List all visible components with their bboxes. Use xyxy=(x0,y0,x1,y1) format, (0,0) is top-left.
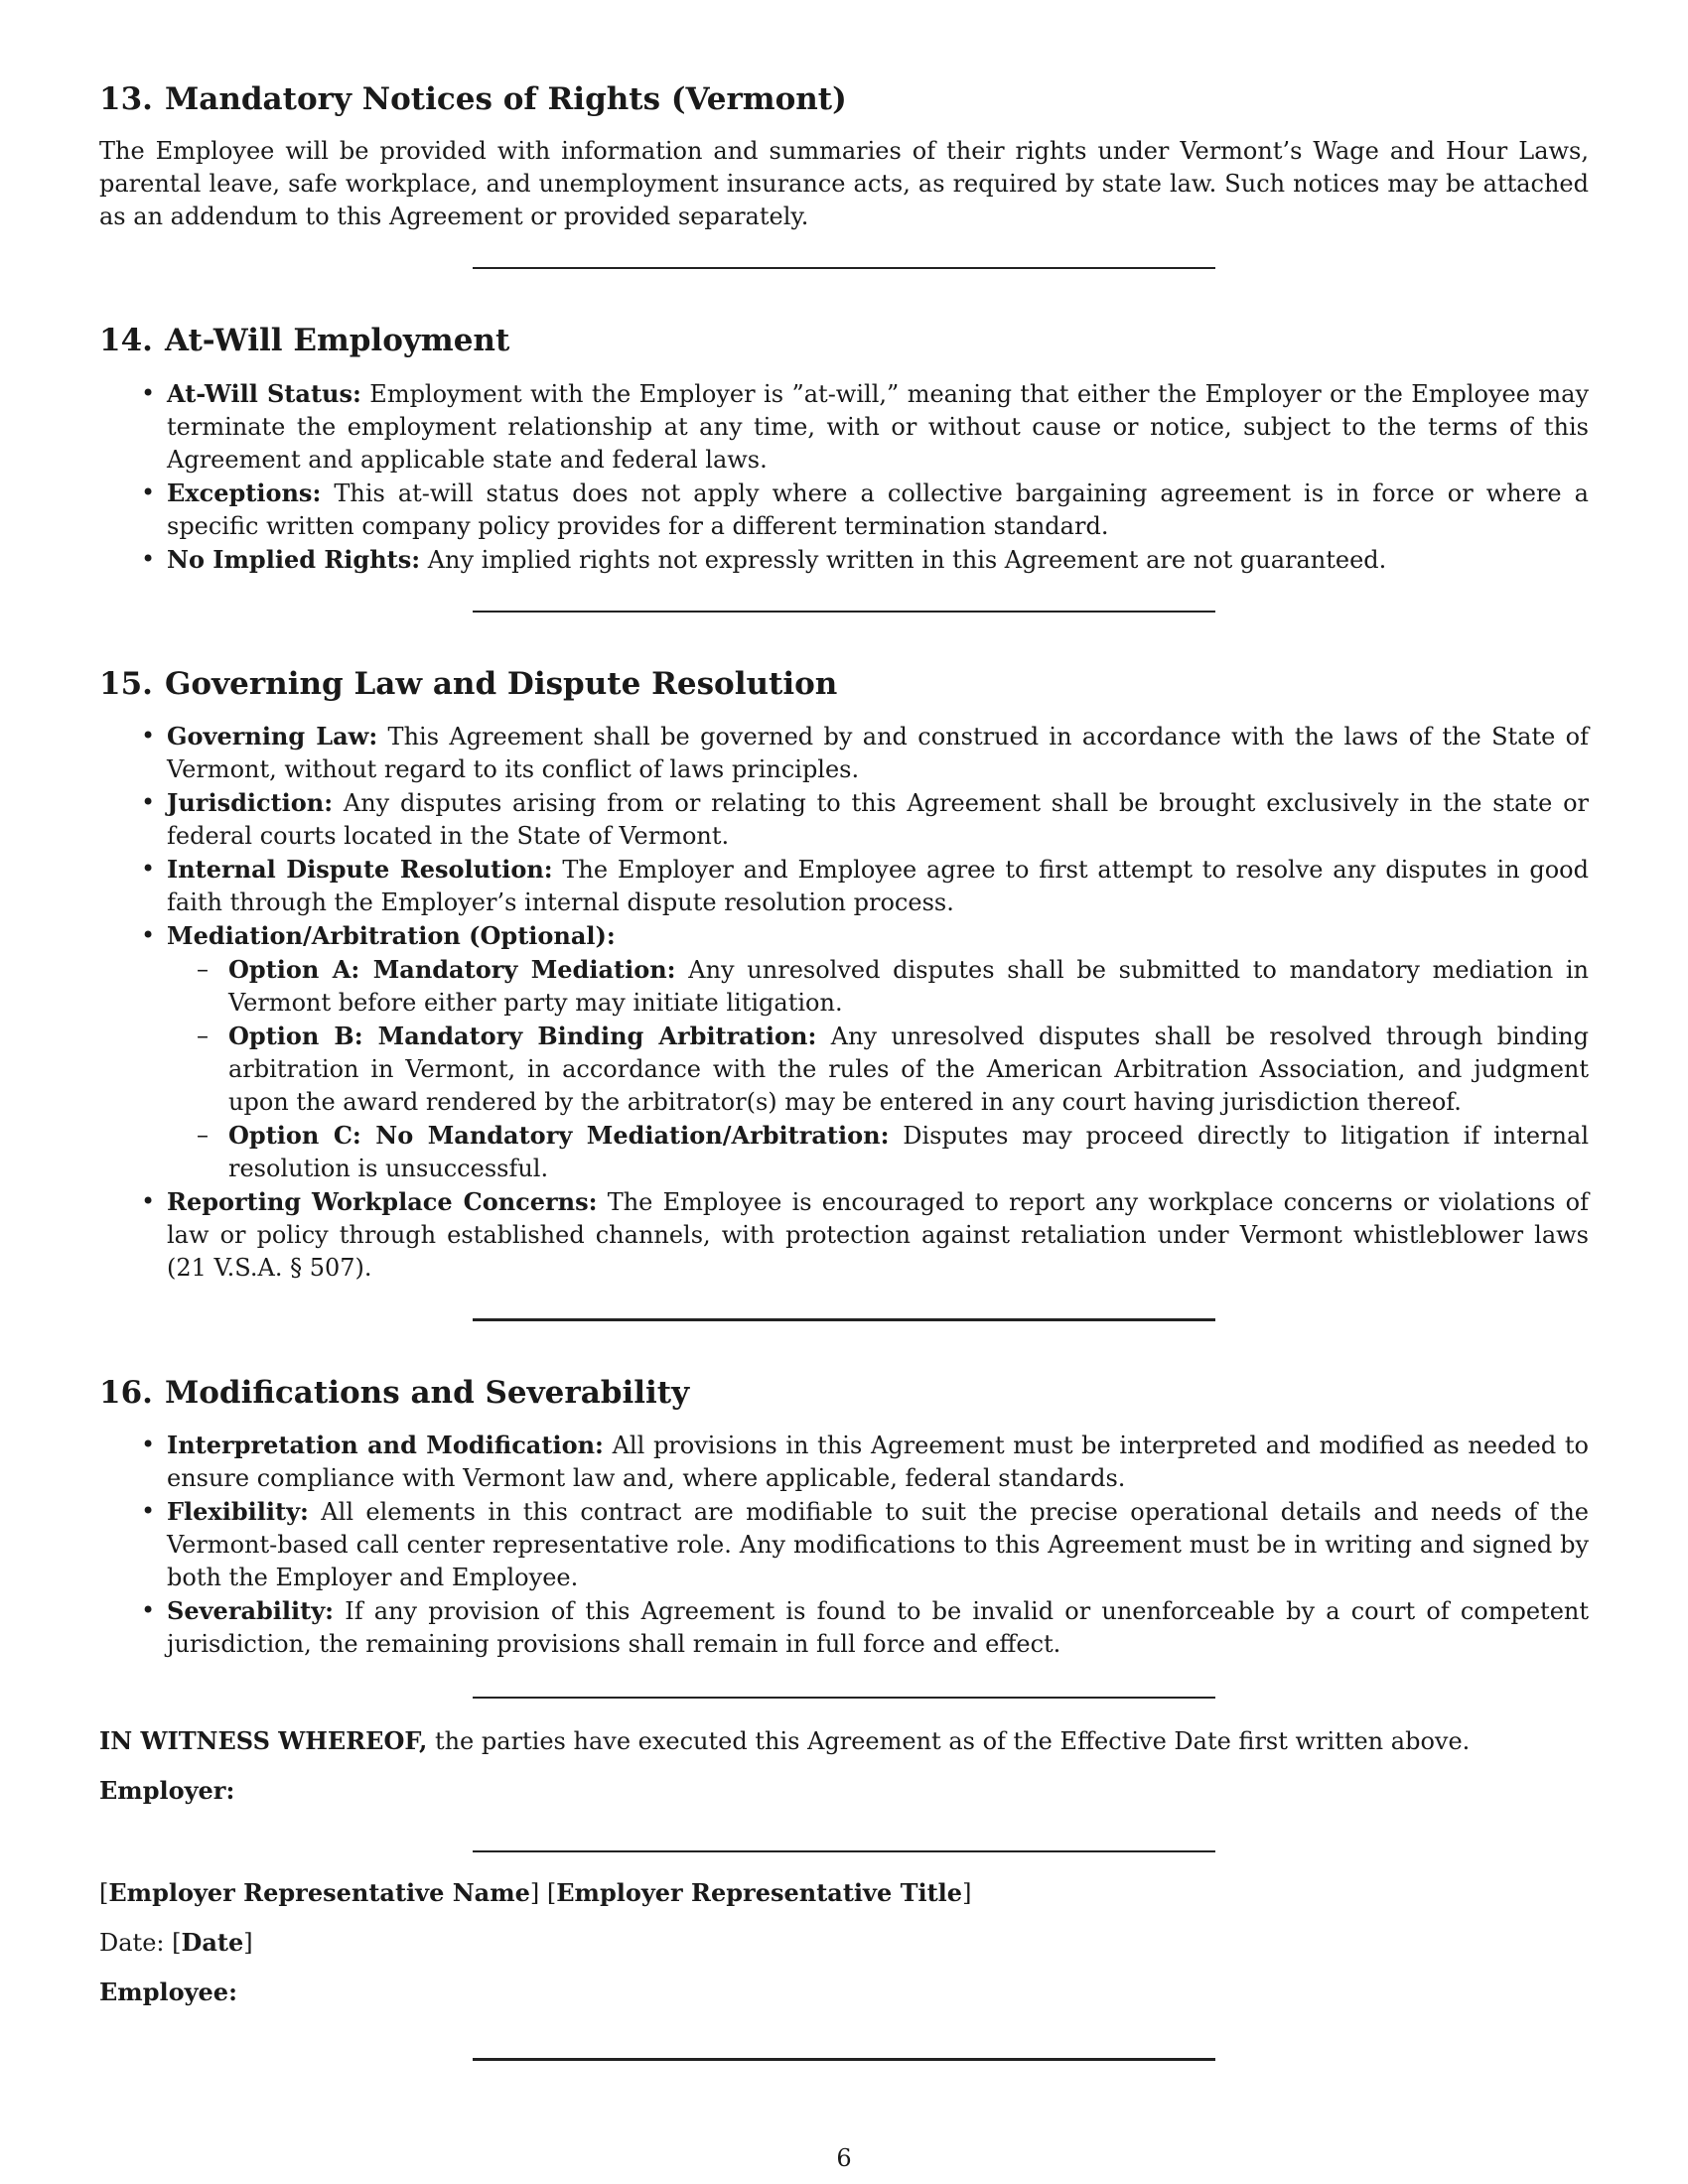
list-item: • Severability: If any provision of this Agreement is found to be invalid or unenforceable by a court of competent jurisdiction, the remaining provisions shall remain in full force and effect. xyxy=(167,1594,1589,1661)
employer-representative: [Employer Representative Name] [Employer Representative Title] xyxy=(99,1878,972,1908)
list-item: • Exceptions: This at-will status does not apply where a collective bargaining agreement is in force or where a specific written company policy provides for a different termination standard. xyxy=(167,477,1589,543)
section-heading: 16. Modifications and Severability xyxy=(99,1374,690,1411)
list-item: • Reporting Workplace Concerns: The Employee is encouraged to report any workplace concerns or violations of law or policy through established channels, with protection against retaliation under Vermont whistleblower laws (21 V.S.A. § 507). xyxy=(167,1185,1589,1285)
section-15 xyxy=(99,664,1589,1285)
bullet-list xyxy=(99,377,1589,577)
document-page xyxy=(99,79,1589,2061)
list-item: • No Implied Rights: Any implied rights not expressly written in this Agreement are not guaranteed. xyxy=(167,543,1589,577)
list-item: • Flexibility: All elements in this contract are modifiable to suit the precise operational details and needs of the Vermont-based call center representative role. Any modifications to this Agreement must be in writing and signed by both the Employer and Employee. xyxy=(167,1495,1589,1594)
section-16 xyxy=(99,1373,1589,1661)
sub-list xyxy=(167,953,1589,1185)
list-item: • Jurisdiction: Any disputes arising from or relating to this Agreement shall be brought exclusively in the state or federal courts located in the State of Vermont. xyxy=(167,786,1589,853)
employee-signature-line xyxy=(473,2058,1215,2061)
sub-list-item: – Option C: No Mandatory Mediation/Arbitration: Disputes may proceed directly to litigation if internal resolution is unsuccessful. xyxy=(228,1119,1589,1185)
horizontal-divider xyxy=(473,1318,1215,1321)
list-item: • Internal Dispute Resolution: The Employer and Employee agree to first attempt to resolve any disputes in good faith through the Employer’s internal dispute resolution process. xyxy=(167,853,1589,919)
section-14 xyxy=(99,321,1589,576)
section-13 xyxy=(99,79,1589,233)
horizontal-divider xyxy=(473,267,1215,269)
signature-date: Date: [Date] xyxy=(99,1928,253,1958)
page-number: 6 xyxy=(836,2144,852,2172)
sub-list-item: – Option A: Mandatory Mediation: Any unresolved disputes shall be submitted to mandatory mediation in Vermont before either party may initiate litigation. xyxy=(228,953,1589,1020)
section-paragraph: The Employee will be provided with information and summaries of their rights under Vermont’s Wage and Hour Laws, parental leave, safe workplace, and unemployment insurance acts, as required by state law. Such notices may be attached as an addendum to this Agreement or provided separately. xyxy=(99,137,1589,231)
sub-list-item: – Option B: Mandatory Binding Arbitration: Any unresolved disputes shall be resolved through binding arbitration in Vermont, in accordance with the rules of the American Arbitration Association, and judgment upon the award rendered by the arbitrator(s) may be entered in any court having jurisdiction thereof. xyxy=(228,1020,1589,1119)
list-item: • At-Will Status: Employment with the Employer is ”at-will,” meaning that either the Employer or the Employee may terminate the employment relationship at any time, with or without cause or notice, subject to the terms of this Agreement and applicable state and federal laws. xyxy=(167,377,1589,477)
employee-label: Employee: xyxy=(99,1978,237,2007)
horizontal-divider xyxy=(473,1697,1215,1699)
signature-block xyxy=(99,1724,1589,2061)
horizontal-divider xyxy=(473,611,1215,613)
list-item: • Mediation/Arbitration (Optional): – Option A: Mandatory Mediation: Any unresolved disputes shall be submitted to mandatory mediation in Vermont before either party may initiate litigation. – Option B: Mandatory Binding Arbitration: Any unresolved disputes shall be resolved through binding arbitration in Vermont, in accordance with the rules of the American Arbitration Association, and judgment upon the award rendered by the arbitrator(s) may be entered in any court having jurisdiction thereof. – Option C: No Mandatory Mediation/Arbitration: Disputes may proceed directly to litigation if internal resolution is unsuccessful. xyxy=(167,919,1589,1185)
employer-label: Employer: xyxy=(99,1776,235,1806)
section-heading: 14. At-Will Employment xyxy=(99,323,510,359)
bullet-list xyxy=(99,720,1589,1285)
section-heading: 15. Governing Law and Dispute Resolution xyxy=(99,665,838,702)
list-item: • Governing Law: This Agreement shall be governed by and construed in accordance with the laws of the State of Vermont, without regard to its conflict of laws principles. xyxy=(167,720,1589,786)
employer-signature-line xyxy=(473,1850,1215,1852)
section-heading: 13. Mandatory Notices of Rights (Vermont) xyxy=(99,81,847,117)
list-item: • Interpretation and Modification: All provisions in this Agreement must be interpreted and modified as needed to ensure compliance with Vermont law and, where applicable, federal standards. xyxy=(167,1429,1589,1495)
bullet-list xyxy=(99,1429,1589,1661)
witness-statement: IN WITNESS WHEREOF, the parties have executed this Agreement as of the Effective Date first written above. xyxy=(99,1726,1471,1756)
